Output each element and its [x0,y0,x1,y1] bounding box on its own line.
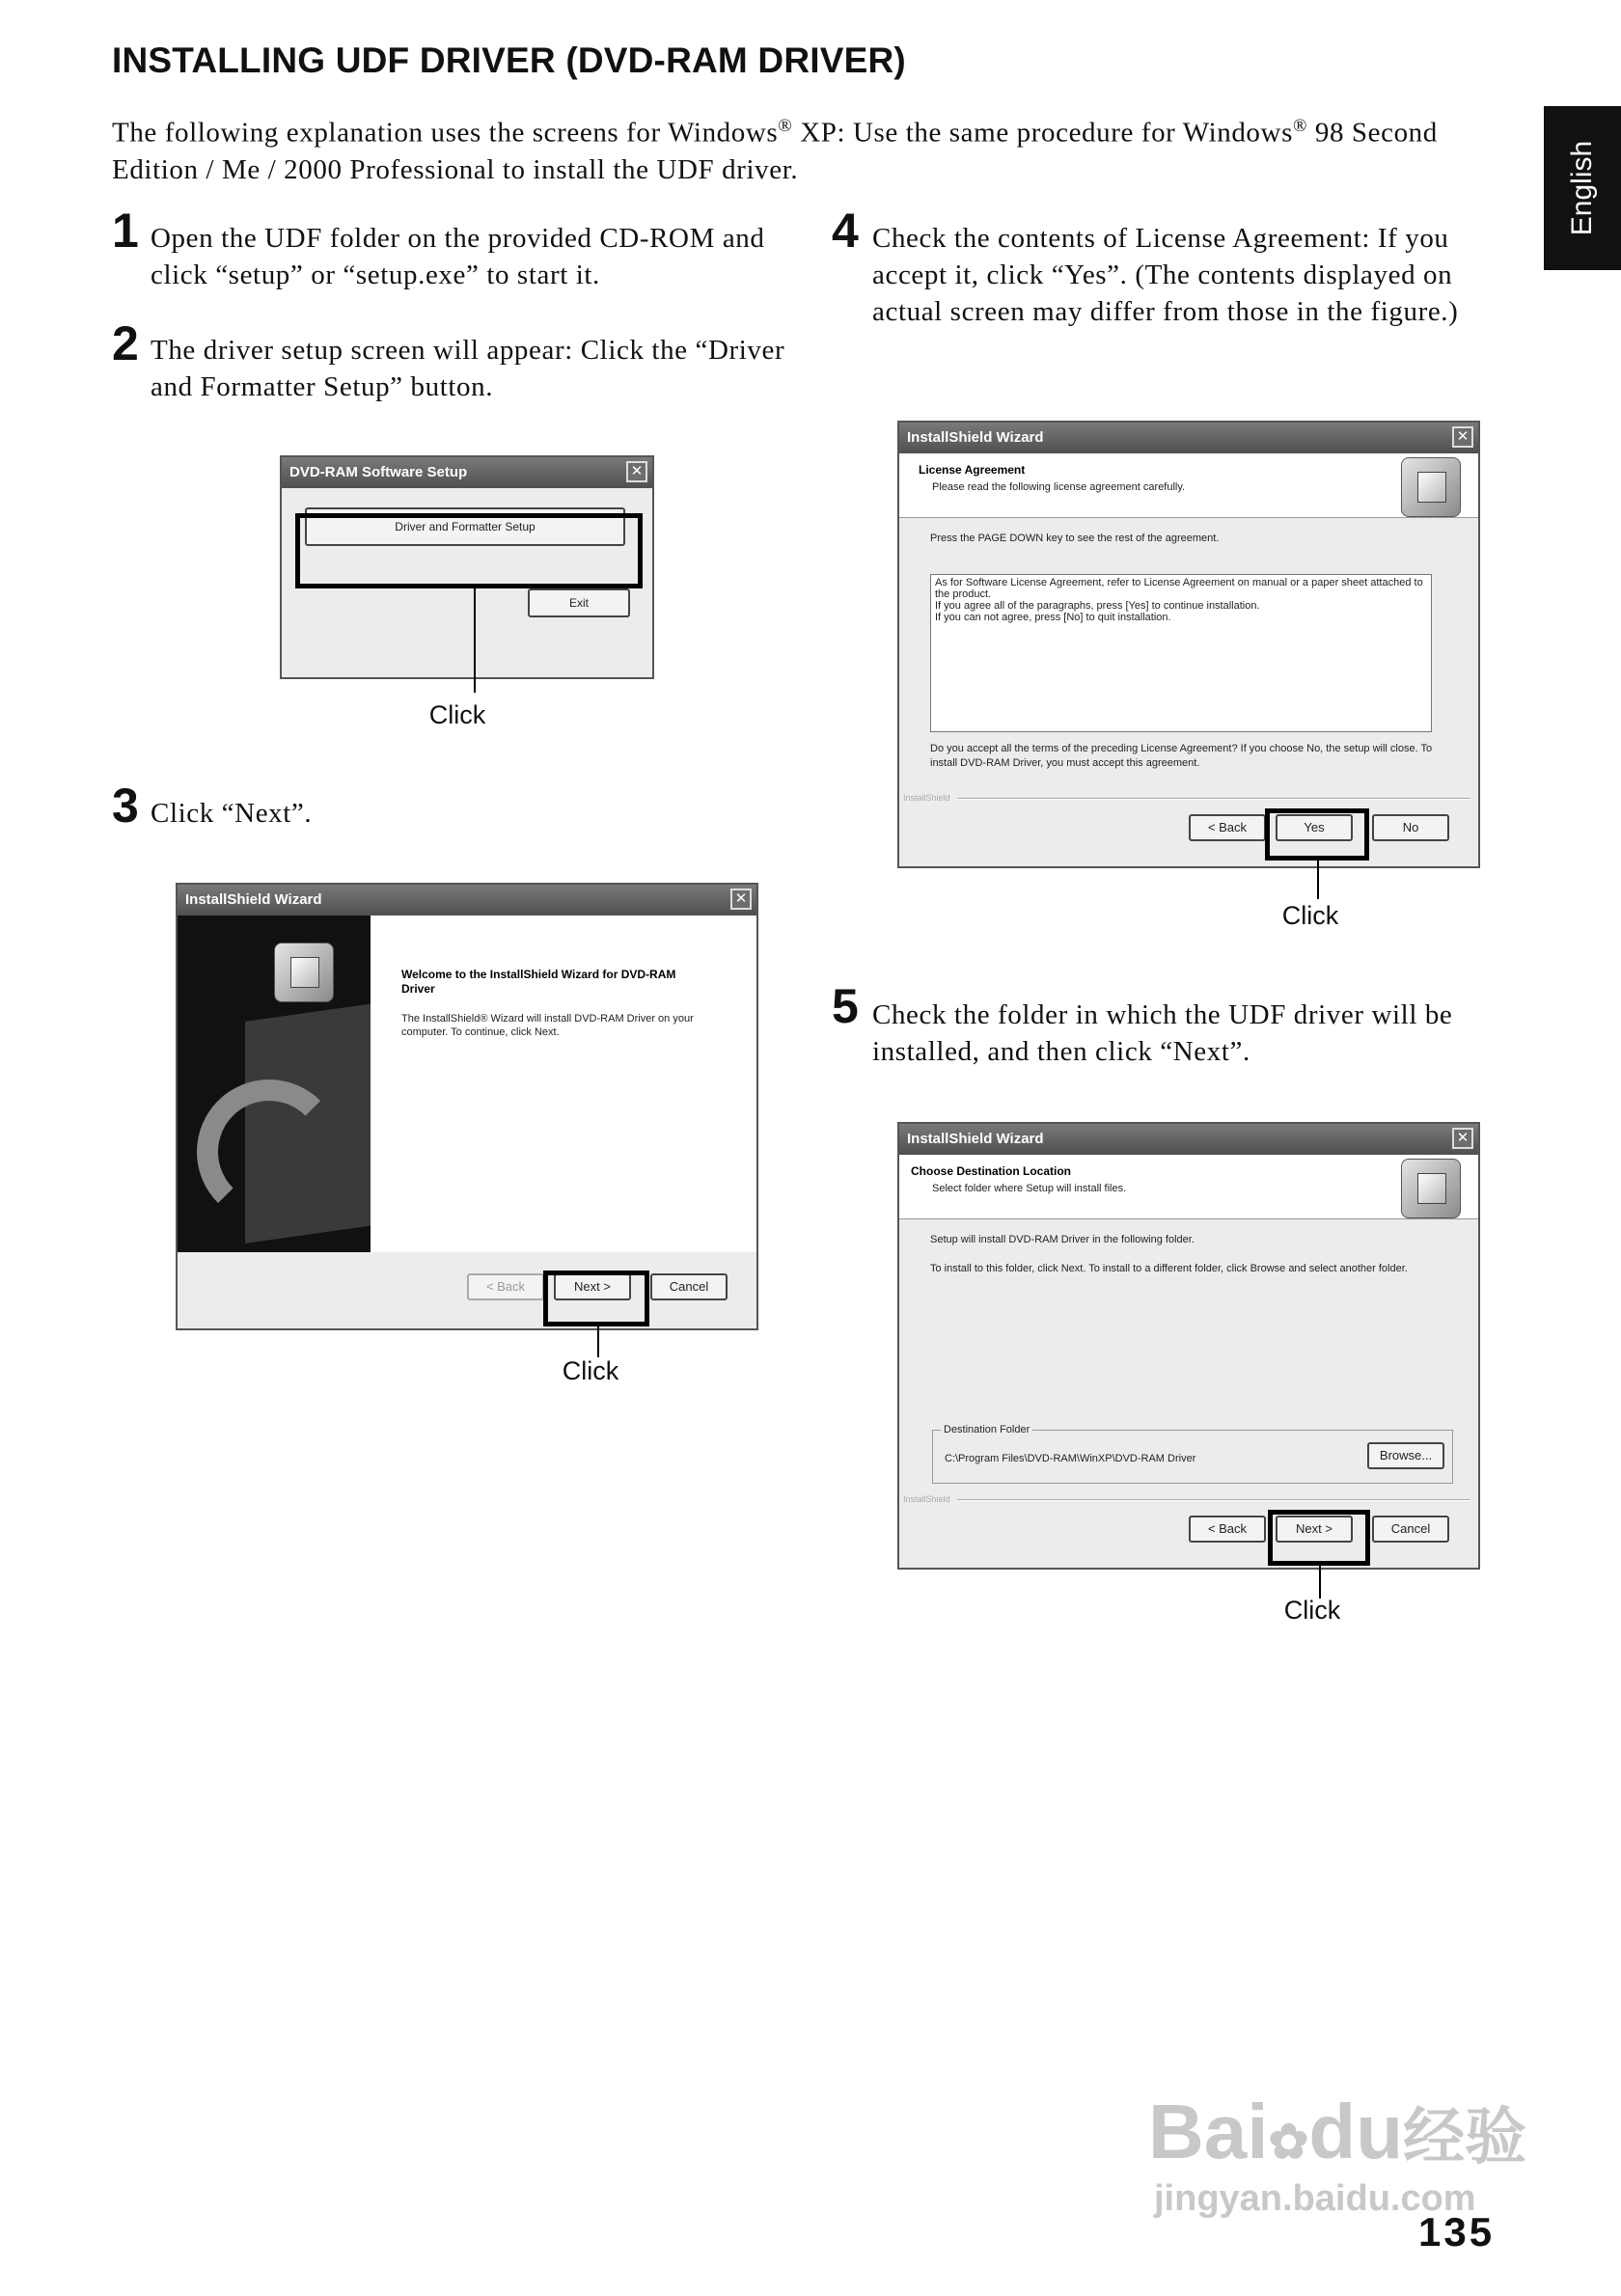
cancel-button[interactable]: Cancel [1372,1516,1449,1543]
step-2-text: The driver setup screen will appear: Click the “Driver and Formatter Setup” button. [151,335,785,402]
watermark-brand-2: du [1308,2089,1404,2174]
close-icon[interactable]: ✕ [1452,426,1473,448]
step-3-number: 3 [112,779,139,833]
intro-text-3: 98 Second Edition / Me / 2000 Professional to install the UDF driver. [112,117,1438,185]
step-4-number: 4 [832,204,859,258]
window-title: InstallShield Wizard [907,1131,1044,1147]
intro-text-1: The following explanation uses the screens for Windows [112,117,779,149]
wizard-heading: Welcome to the InstallShield Wizard for DVD-RAM Driver [401,968,676,996]
callout-line [1317,861,1319,899]
step-5-text: Check the folder in which the UDF driver will be installed, and then click “Next”. [872,999,1453,1067]
window-title: DVD-RAM Software Setup [289,464,468,480]
back-button[interactable]: < Back [1189,814,1266,841]
click-callout: Click [562,1356,619,1385]
welcome-wizard-window [176,883,758,1330]
baidu-watermark-url: jingyan.baidu.com [1154,2178,1476,2219]
click-callout: Click [428,700,486,729]
step-1-number: 1 [112,204,139,258]
highlight-box [543,1271,649,1326]
window-titlebar [282,457,652,488]
destination-wizard-window [897,1122,1480,1570]
close-icon[interactable]: ✕ [730,888,752,910]
wizard-heading: Choose Destination Location [911,1164,1072,1178]
paw-icon: ✿ [1268,2115,1309,2169]
registered-mark: ® [1292,116,1307,136]
installer-icon [274,943,334,1002]
highlight-box [1268,1510,1370,1566]
wizard-subheading: Select folder where Setup will install files. [932,1183,1127,1194]
installer-icon [1401,457,1461,517]
close-icon[interactable]: ✕ [1452,1128,1473,1149]
callout-line [597,1326,599,1357]
callout-line [474,588,476,693]
click-callout: Click [1281,901,1339,930]
exit-button[interactable]: Exit [528,588,630,617]
accept-question: Do you accept all the terms of the preceding License Agreement? If you choose No, the setup will close. To install DVD-RAM Driver, you must accept this agreement. [930,743,1433,769]
wizard-side-graphic [178,916,371,1252]
registered-mark: ® [778,116,793,136]
wizard-footer [178,1252,756,1328]
back-button[interactable]: < Back [1189,1516,1266,1543]
back-button[interactable]: < Back [467,1273,544,1300]
step-2-number: 2 [112,316,139,370]
wizard-subheading: Please read the following license agreement carefully. [932,481,1186,493]
wizard-content [371,916,756,1252]
destination-folder-group [932,1424,1453,1484]
no-button[interactable]: No [1372,814,1449,841]
step-3-text: Click “Next”. [151,798,313,829]
language-tab [1544,106,1621,270]
next-button[interactable]: Next > [554,1273,631,1300]
step-4-text: Check the contents of License Agreement: If you accept it, click “Yes”. (The contents displayed on actual screen may differ from those in the figure.) [872,223,1459,327]
intro-text-2: XP: Use the same procedure for Windows [792,117,1293,149]
wizard-header [899,1155,1478,1219]
watermark-cn: 经验 [1403,2102,1527,2172]
window-titlebar [899,423,1478,453]
wizard-header [899,453,1478,518]
driver-formatter-setup-button[interactable]: Driver and Formatter Setup [305,507,625,546]
wizard-body [899,518,1478,866]
destination-path: C:\Program Files\DVD-RAM\WinXP\DVD-RAM Driver [945,1453,1196,1464]
wizard-body-text: The InstallShield® Wizard will install DVD-RAM Driver on your computer. To continue, click Next. [401,1013,694,1038]
agreement-textbox[interactable]: As for Software License Agreement, refer to License Agreement on manual or a paper sheet attached to the product. If you agree all of the paragraphs, press [Yes] to continue installation. If you can not agree, press [No] to quit installation. [930,574,1432,732]
installshield-brand: InstallShield [903,1494,950,1504]
next-button[interactable]: Next > [1276,1516,1353,1543]
group-label: Destination Folder [941,1423,1032,1436]
wizard-body [899,1219,1478,1568]
divider [957,1499,1470,1501]
window-title: InstallShield Wizard [907,429,1044,446]
click-callout: Click [1283,1596,1341,1625]
setup-info-text: Setup will install DVD-RAM Driver in the following folder. [930,1234,1195,1245]
watermark-brand: Bai [1148,2089,1269,2174]
intro-paragraph [112,108,1511,188]
page-title: INSTALLING UDF DRIVER (DVD-RAM DRIVER) [112,41,906,80]
window-titlebar [178,885,756,916]
divider [957,798,1470,800]
highlight-box [1265,808,1369,861]
wizard-heading: License Agreement [919,463,1026,477]
close-icon[interactable]: ✕ [626,461,647,482]
step-1-text: Open the UDF folder on the provided CD-ROM and click “setup” or “setup.exe” to start it. [151,223,765,290]
window-title: InstallShield Wizard [185,891,322,908]
installer-icon [1401,1159,1461,1218]
yes-button[interactable]: Yes [1276,814,1353,841]
baidu-watermark-logo [1148,2089,1527,2180]
arrow-graphic [197,1080,342,1224]
instruction-text: To install to this folder, click Next. To install to a different folder, click Browse and select another folder. [930,1263,1408,1274]
page-number: 135 [1418,2209,1496,2255]
cancel-button[interactable]: Cancel [650,1273,728,1300]
step-5-number: 5 [832,979,859,1033]
installshield-brand: InstallShield [903,793,950,803]
browse-button[interactable]: Browse... [1367,1442,1444,1469]
highlight-box [295,513,643,588]
instruction-text: Press the PAGE DOWN key to see the rest of the agreement. [930,533,1220,544]
license-wizard-window [897,421,1480,868]
window-titlebar [899,1124,1478,1155]
language-tab-label: English [1566,140,1598,236]
callout-line [1319,1566,1321,1599]
